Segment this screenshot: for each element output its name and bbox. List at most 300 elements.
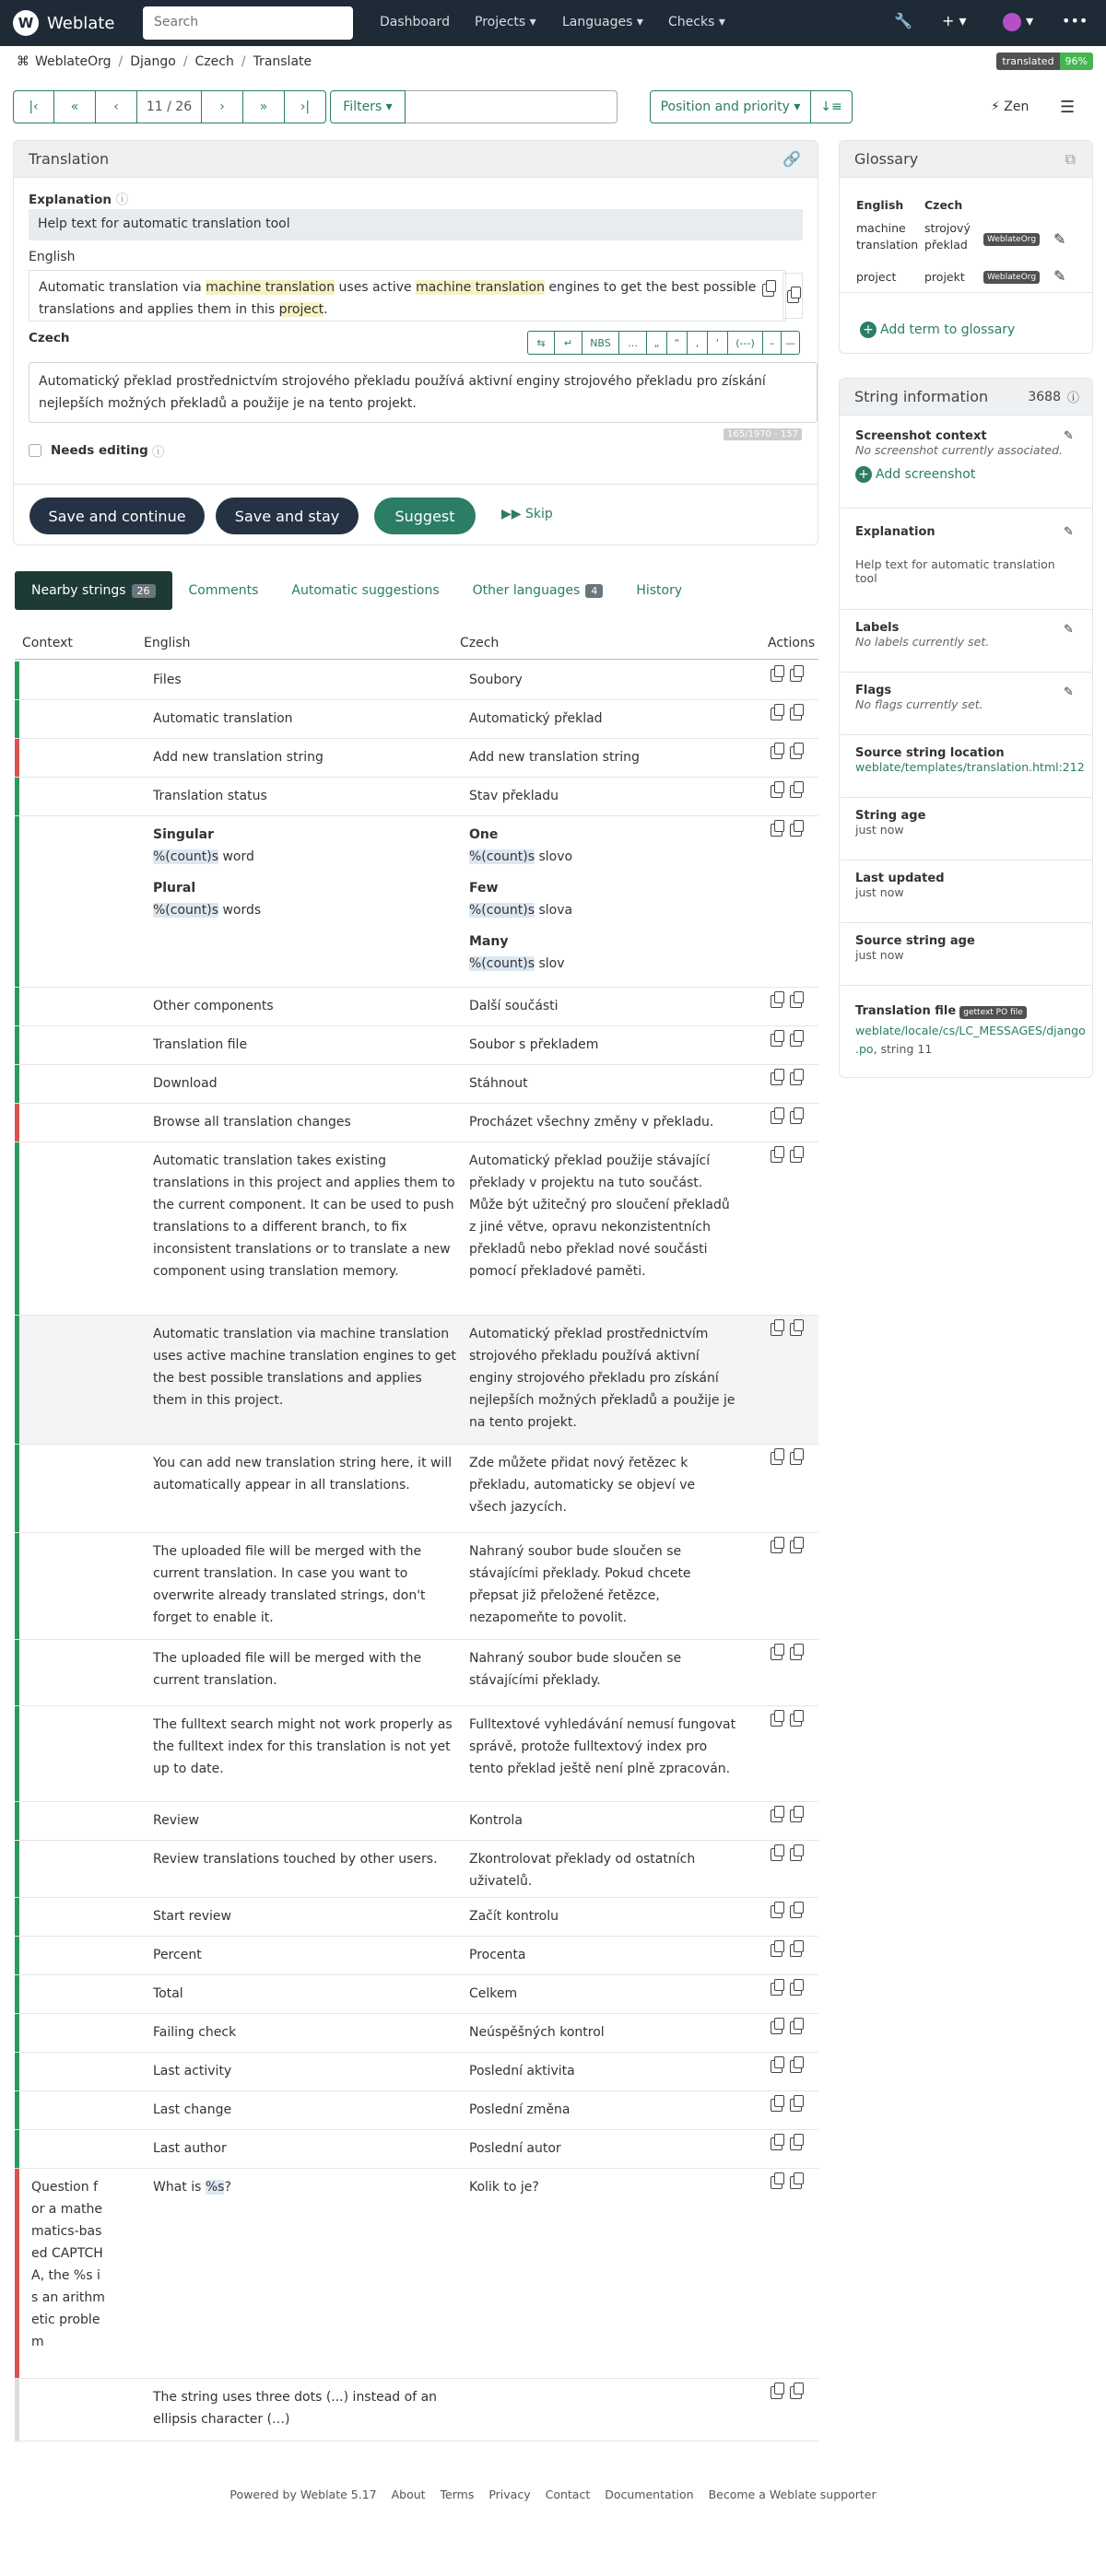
- copy-icon[interactable]: [771, 1452, 782, 1465]
- target-cell: Kolik to je?: [469, 2180, 539, 2195]
- char-counter: 165/1970 - 157: [724, 428, 802, 440]
- state-bar: [15, 1104, 19, 1142]
- search-input[interactable]: Search: [143, 6, 353, 40]
- source-cell: Automatic translation takes existing translations in this project and applies them to the current component. It can be used to push translations to a different branch, to fix inconsistent translations or to translate a new component using translation memory.: [153, 1153, 455, 1279]
- copy-icon[interactable]: [771, 708, 782, 720]
- copy-icon[interactable]: [771, 2176, 782, 2189]
- needs-editing[interactable]: Needs editing ⓘ: [29, 441, 164, 460]
- copy-icon[interactable]: [771, 785, 782, 798]
- state-bar: [15, 2014, 19, 2052]
- copy-icon[interactable]: [771, 1848, 782, 1861]
- target-cell: Poslední autor: [469, 2141, 561, 2156]
- char-button[interactable]: —: [782, 331, 800, 355]
- target-cell: Stáhnout: [469, 1076, 528, 1091]
- tab-suggestions[interactable]: Automatic suggestions: [291, 583, 440, 598]
- crumb-component[interactable]: Django: [130, 54, 176, 69]
- string-age-section: String age just now: [841, 798, 1091, 861]
- skip-button[interactable]: ▶▶ Skip: [501, 507, 553, 521]
- target-cell: Add new translation string: [469, 750, 640, 765]
- footer-docs[interactable]: Documentation: [605, 2488, 694, 2501]
- copy-icon[interactable]: [771, 2021, 782, 2034]
- edit-icon[interactable]: ✎: [1053, 230, 1066, 248]
- copy-icon[interactable]: [771, 995, 782, 1008]
- clone-icon[interactable]: [790, 2176, 802, 2189]
- footer-powered[interactable]: Powered by Weblate 5.17: [229, 2488, 377, 2501]
- top-navbar: [0, 0, 1106, 46]
- source-cell: Automatic translation: [153, 711, 293, 726]
- glossary-tag: WeblateOrg: [983, 271, 1040, 284]
- state-bar: [15, 2130, 19, 2168]
- file-link-ext[interactable]: .po: [855, 1042, 874, 1056]
- row-actions: [771, 1323, 802, 1336]
- source-cell: The uploaded file will be merged with the current translation. In case you want to overwrite already translated strings, don't forget to enable it.: [153, 1544, 426, 1625]
- table-row[interactable]: [15, 2053, 818, 2091]
- glossary-term[interactable]: machine translation: [206, 280, 335, 295]
- source-location-link[interactable]: weblate/templates/translation.html:212: [855, 760, 1085, 774]
- file-link[interactable]: weblate/locale/cs/LC_MESSAGES/django: [855, 1024, 1086, 1037]
- target-cell: Automatický překlad prostřednictvím strojového překladu používá aktivní enginy strojového překladu pro získání nejlepších možných překladů a použije je na tento projekt.: [469, 1327, 735, 1430]
- state-bar: [15, 1802, 19, 1840]
- last-updated-section: Last updated just now: [841, 861, 1091, 923]
- edit-icon[interactable]: ✎: [1064, 525, 1074, 539]
- table-row[interactable]: [15, 2379, 818, 2441]
- edit-icon[interactable]: ✎: [1064, 685, 1074, 699]
- brand[interactable]: [13, 10, 114, 36]
- table-row[interactable]: [15, 1706, 818, 1802]
- clone-icon[interactable]: [790, 1452, 802, 1465]
- state-bar: [15, 2169, 19, 2378]
- target-cell: Stav překladu: [469, 789, 559, 803]
- state-bar: [15, 1898, 19, 1936]
- string-info-panel: String information 3688 ⓘ: [839, 378, 1093, 1078]
- row-actions: [771, 1452, 802, 1465]
- row-actions: [771, 1944, 802, 1957]
- footer-privacy[interactable]: Privacy: [488, 2488, 531, 2501]
- state-bar: [15, 1841, 19, 1897]
- source-cell: Review translations touched by other users.: [153, 1852, 438, 1867]
- target-cell: Poslední aktivita: [469, 2064, 575, 2078]
- suggest-button[interactable]: Suggest: [374, 498, 476, 534]
- status-badge: translated 96%: [996, 53, 1093, 70]
- source-text: Automatic translation via machine translation uses active machine translation engines to get the best possible translations and applies them in this project.: [29, 270, 786, 322]
- nav-checks[interactable]: Checks ▾: [668, 15, 725, 29]
- state-bar: [15, 1640, 19, 1705]
- state-bar: [15, 739, 19, 777]
- copy-icon[interactable]: [771, 1983, 782, 1996]
- tab-history[interactable]: History: [636, 583, 683, 598]
- info-icon: ⓘ: [151, 445, 165, 460]
- source-cell: Review: [153, 1813, 199, 1828]
- state-bar: [15, 1445, 19, 1532]
- table-row[interactable]: [15, 1533, 818, 1640]
- table-row[interactable]: [15, 1937, 818, 1975]
- special-chars-toolbar: [527, 331, 800, 355]
- row-actions: [771, 746, 802, 759]
- table-row[interactable]: [15, 662, 818, 700]
- state-bar: [15, 988, 19, 1025]
- glossary-translation: projekt: [924, 270, 965, 284]
- labels-section: Labels No labels currently set. ✎: [841, 610, 1091, 673]
- glossary-term: machine translation: [856, 221, 919, 252]
- info-icon: ⓘ: [115, 193, 129, 207]
- target-cell: Automatický překlad použije stávající překlady v projektu na tuto součást. Může být užitečný pro sloučení překladů z jiné větve, opravu nekonzistentních překladů nebo překlad nové součásti pomocí překladové paměti.: [469, 1153, 730, 1279]
- source-cell: Add new translation string: [153, 750, 324, 765]
- save-stay-button[interactable]: Save and stay: [216, 498, 359, 534]
- state-bar: [15, 1533, 19, 1639]
- clone-icon[interactable]: [790, 1944, 802, 1957]
- row-actions: [771, 1983, 802, 1996]
- source-cell: Files: [153, 673, 182, 687]
- char-button[interactable]: “: [667, 331, 688, 355]
- state-bar: [15, 778, 19, 815]
- source-age-section: Source string age just now: [841, 923, 1091, 986]
- table-row[interactable]: [15, 700, 818, 739]
- file-format-badge: gettext PO file: [959, 1006, 1026, 1019]
- sort-group: [650, 90, 853, 123]
- clone-icon[interactable]: [790, 1647, 802, 1660]
- copy-icon[interactable]: [771, 1072, 782, 1085]
- target-cell: Procenta: [469, 1948, 526, 1962]
- row-actions: [771, 1150, 802, 1163]
- target-cell: Soubory: [469, 673, 523, 687]
- clone-icon[interactable]: [790, 1540, 802, 1553]
- footer-supporter[interactable]: Become a Weblate supporter: [708, 2488, 877, 2501]
- row-actions: [771, 785, 802, 798]
- row-actions: [771, 2137, 802, 2150]
- glossary-term[interactable]: project: [278, 302, 324, 317]
- screenshot-section: Screenshot context No screenshot currently associated. + Add screenshot ✎: [841, 416, 1091, 509]
- table-row[interactable]: [15, 1975, 818, 2014]
- state-bar: [15, 1706, 19, 1801]
- edit-icon[interactable]: ✎: [1064, 623, 1074, 637]
- zen-icon: ⚡: [991, 100, 1000, 114]
- row-actions: [771, 824, 802, 837]
- row-actions: [771, 1540, 802, 1553]
- plus-icon: +: [860, 322, 877, 338]
- brand-name: Weblate: [47, 13, 115, 33]
- translation-textarea[interactable]: Automatický překlad prostřednictvím strojového překladu používá aktivní enginy strojového překladu pro získání nejlepších možných překladů a použije je na tento projekt.: [29, 362, 818, 423]
- tab-nearby[interactable]: Nearby strings 26: [15, 571, 172, 610]
- state-bar: [15, 1142, 19, 1315]
- target-cell: Automatický překlad: [469, 711, 603, 726]
- target-cell: Poslední změna: [469, 2102, 571, 2117]
- char-button[interactable]: ‚: [688, 331, 708, 355]
- next-translated-icon[interactable]: »: [243, 90, 285, 123]
- sort-direction-icon[interactable]: ↓≡: [811, 90, 853, 123]
- target-cell: Další součásti: [469, 999, 559, 1013]
- state-bar: [15, 662, 19, 699]
- clone-icon[interactable]: [790, 2021, 802, 2034]
- table-row[interactable]: [15, 988, 818, 1026]
- copy-icon[interactable]: [771, 2137, 782, 2150]
- clone-icon[interactable]: [790, 1072, 802, 1085]
- state-bar: [15, 2053, 19, 2090]
- link-icon[interactable]: 🔗: [782, 150, 801, 168]
- target-cell: Neúspěšných kontrol: [469, 2025, 605, 2040]
- first-icon[interactable]: |‹: [13, 90, 54, 123]
- table-row[interactable]: [15, 1841, 818, 1898]
- tab-other-languages[interactable]: Other languages 4: [456, 583, 620, 598]
- row-actions: [771, 1072, 802, 1085]
- copy-icon[interactable]: [771, 824, 782, 837]
- row-actions: [771, 1809, 802, 1822]
- copy-icon[interactable]: [771, 1111, 782, 1124]
- source-cell: What is %s?: [153, 2180, 231, 2195]
- copy-icon[interactable]: [771, 2386, 782, 2399]
- info-icon[interactable]: ⓘ: [1066, 392, 1079, 405]
- glossary-panel: Glossary ⧉ English Czech machine translation strojový překlad WeblateOrg ✎ project projekt WeblateOrg ✎ + Add term to glossary: [839, 140, 1093, 354]
- source-cell: The fulltext search might not work properly as the fulltext index for this translation is not yet up to date.: [153, 1717, 453, 1776]
- project-icon: ⌘: [17, 54, 29, 69]
- position-indicator: 11 / 26: [137, 90, 202, 123]
- row-actions: [771, 2021, 802, 2034]
- state-bar: [15, 700, 19, 738]
- target-cell: One %(count)s slovo Few %(count)s slova Many %(count)s slov: [469, 827, 573, 971]
- copy-icon[interactable]: [771, 1150, 782, 1163]
- source-cell: Total: [153, 1986, 183, 2001]
- row-actions: [771, 2060, 802, 2073]
- target-cell: Nahraný soubor bude sloučen se stávajícími překlady.: [469, 1651, 682, 1688]
- state-bar: [15, 1065, 19, 1103]
- explanation-section: Explanation Help text for automatic translation tool ✎: [841, 509, 1091, 610]
- clone-icon[interactable]: [790, 1809, 802, 1822]
- table-row[interactable]: [15, 1802, 818, 1841]
- table-row[interactable]: [15, 1316, 818, 1445]
- nav-languages[interactable]: Languages ▾: [562, 15, 643, 29]
- copy-icon[interactable]: [771, 1647, 782, 1660]
- footer: [0, 2488, 1106, 2501]
- copy-icon[interactable]: [771, 1809, 782, 1822]
- pager: [13, 90, 326, 123]
- clone-icon[interactable]: [790, 1905, 802, 1918]
- copy-icon[interactable]: [771, 1034, 782, 1047]
- state-bar: [15, 1975, 19, 2013]
- needs-editing-checkbox[interactable]: [29, 444, 41, 457]
- clone-icon[interactable]: [790, 669, 802, 682]
- clone-source-button[interactable]: [782, 273, 803, 319]
- crumb-project[interactable]: WeblateOrg: [35, 54, 112, 69]
- copy-icon[interactable]: [771, 1540, 782, 1553]
- row-actions: [771, 2386, 802, 2399]
- footer-contact[interactable]: Contact: [545, 2488, 591, 2501]
- copy-icon[interactable]: [771, 1944, 782, 1957]
- copy-icon[interactable]: [771, 1323, 782, 1336]
- state-bar: [15, 816, 19, 987]
- target-cell: Nahraný soubor bude sloučen se stávajícími překlady. Pokud chcete přepsat již přeložené řetězce, nezapomeňte to povolit.: [469, 1544, 691, 1625]
- table-row[interactable]: [15, 1640, 818, 1706]
- table-row[interactable]: [15, 2014, 818, 2053]
- target-cell: Celkem: [469, 1986, 518, 2001]
- target-cell: Začít kontrolu: [469, 1909, 559, 1924]
- row-actions: [771, 1647, 802, 1660]
- char-button[interactable]: ↵: [555, 331, 582, 355]
- row-actions: [771, 1111, 802, 1124]
- nav-dashboard[interactable]: Dashboard: [380, 15, 450, 29]
- char-button[interactable]: –: [763, 331, 782, 355]
- sort-dropdown[interactable]: Position and priority ▾: [650, 90, 811, 123]
- source-cell: Download: [153, 1076, 218, 1091]
- clone-icon[interactable]: [790, 2386, 802, 2399]
- plus-icon: +: [855, 466, 872, 483]
- copy-icon[interactable]: [771, 746, 782, 759]
- row-actions: [771, 1714, 802, 1727]
- clone-icon[interactable]: [790, 824, 802, 837]
- table-row[interactable]: [15, 1104, 818, 1142]
- clone-icon[interactable]: [790, 1150, 802, 1163]
- clone-icon[interactable]: [790, 1983, 802, 1996]
- clone-icon[interactable]: [790, 1034, 802, 1047]
- source-cell: Last author: [153, 2141, 227, 2156]
- filters-dropdown[interactable]: Filters ▾: [330, 90, 406, 123]
- glossary-term: project: [856, 270, 897, 284]
- source-cell: You can add new translation string here, it will automatically appear in all translations.: [153, 1456, 453, 1493]
- breadcrumb: ⌘ WeblateOrg / Django / Czech / Translate: [17, 54, 312, 69]
- wrench-icon[interactable]: 🔧: [894, 12, 912, 29]
- context-cell: Question for a mathematics-based CAPTCHA, the %s is an arithmetic problem: [31, 2180, 105, 2349]
- source-cell: Failing check: [153, 2025, 237, 2040]
- clone-icon[interactable]: [790, 1714, 802, 1727]
- explanation-text: Help text for automatic translation tool: [29, 209, 803, 240]
- tabs: [15, 571, 699, 610]
- clone-icon[interactable]: [790, 1323, 802, 1336]
- copy-icon[interactable]: [771, 2099, 782, 2112]
- glossary-term[interactable]: machine translation: [416, 280, 545, 295]
- table-row[interactable]: [15, 2169, 818, 2379]
- row-actions: [771, 1848, 802, 1861]
- previous-icon[interactable]: ‹: [96, 90, 137, 123]
- clone-icon[interactable]: [790, 1848, 802, 1861]
- char-button[interactable]: „: [647, 331, 667, 355]
- source-cell: Automatic translation via machine translation uses active machine translation engines to get the best possible translations and applies them in this project.: [153, 1327, 456, 1408]
- source-cell: Translation file: [153, 1037, 248, 1052]
- crumb-current: Translate: [253, 54, 312, 69]
- source-cell: Other components: [153, 999, 274, 1013]
- user-avatar-icon[interactable]: ▾: [1003, 12, 1033, 31]
- target-cell: Zkontrolovat překlady od ostatních uživatelů.: [469, 1852, 696, 1889]
- previous-translated-icon[interactable]: «: [54, 90, 96, 123]
- source-cell: Translation status: [153, 789, 267, 803]
- add-screenshot-button[interactable]: + Add screenshot: [855, 466, 1077, 483]
- clone-icon: [787, 290, 799, 303]
- edit-icon[interactable]: ✎: [1053, 267, 1066, 285]
- target-cell: Kontrola: [469, 1813, 523, 1828]
- clone-icon[interactable]: [790, 1111, 802, 1124]
- explanation-label: Explanation ⓘ: [29, 193, 129, 207]
- source-location-section: Source string location weblate/templates/translation.html:212: [841, 735, 1091, 798]
- table-row[interactable]: [15, 2130, 818, 2169]
- source-cell: Last change: [153, 2102, 232, 2117]
- table-header: Context English Czech Actions: [15, 634, 818, 660]
- source-cell: The string uses three dots (...) instead of an ellipsis character (…): [153, 2390, 438, 2427]
- table-row[interactable]: [15, 1065, 818, 1104]
- state-bar: [15, 1937, 19, 1974]
- char-button[interactable]: NBS: [582, 331, 619, 355]
- flags-section: Flags No flags currently set. ✎: [841, 673, 1091, 735]
- glossary-tag: WeblateOrg: [983, 233, 1040, 246]
- row-actions: [771, 995, 802, 1008]
- filter-query-input[interactable]: [406, 90, 618, 123]
- panel-title: Translation: [29, 150, 110, 168]
- clone-icon[interactable]: [790, 995, 802, 1008]
- row-actions: [771, 1905, 802, 1918]
- last-icon[interactable]: ›|: [285, 90, 326, 123]
- table-row[interactable]: [15, 2091, 818, 2130]
- table-row[interactable]: [15, 1142, 818, 1316]
- source-cell: The uploaded file will be merged with the current translation.: [153, 1651, 422, 1688]
- source-cell: Start review: [153, 1909, 231, 1924]
- state-bar: [15, 2379, 19, 2441]
- translation-panel: [13, 140, 818, 545]
- state-bar: [15, 1026, 19, 1064]
- row-actions: [771, 2176, 802, 2189]
- edit-icon[interactable]: ✎: [1064, 429, 1074, 443]
- table-row[interactable]: [15, 739, 818, 778]
- copy-icon[interactable]: [771, 1714, 782, 1727]
- row-actions: [771, 1034, 802, 1047]
- target-cell: Fulltextové vyhledávání nemusí fungovat správě, protože fulltextový index pro tento překlad ještě není plně zpracován.: [469, 1717, 736, 1776]
- clone-icon[interactable]: [790, 2137, 802, 2150]
- row-actions: [771, 669, 802, 682]
- translation-file-section: Translation file gettext PO file weblate/locale/cs/LC_MESSAGES/django .po, string 11: [855, 1004, 1086, 1056]
- clone-icon[interactable]: [790, 2099, 802, 2112]
- zen-button[interactable]: ⚡ Zen: [991, 100, 1030, 114]
- table-row[interactable]: [15, 1026, 818, 1065]
- save-continue-button[interactable]: Save and continue: [29, 498, 205, 534]
- char-button[interactable]: ⇆: [527, 331, 555, 355]
- nav-projects[interactable]: Projects ▾: [475, 15, 536, 29]
- crumb-language[interactable]: Czech: [194, 54, 234, 69]
- glossary-icon[interactable]: ⧉: [1065, 149, 1076, 168]
- copy-icon[interactable]: [771, 2060, 782, 2073]
- add-menu-icon[interactable]: + ▾: [942, 12, 967, 29]
- add-term-button[interactable]: + Add term to glossary: [860, 322, 1015, 338]
- source-cell: Browse all translation changes: [153, 1115, 351, 1130]
- source-cell: Last activity: [153, 2064, 232, 2078]
- table-row[interactable]: [15, 1445, 818, 1533]
- target-cell: Zde můžete přidat nový řetězec k překladu, automaticky se objeví ve všech jazycích.: [469, 1456, 696, 1515]
- char-button[interactable]: (---): [728, 331, 763, 355]
- row-actions: [771, 708, 802, 720]
- clone-icon[interactable]: [790, 2060, 802, 2073]
- weblate-logo-icon: W: [13, 10, 39, 36]
- footer-terms[interactable]: Terms: [440, 2488, 475, 2501]
- filter-group: [330, 90, 618, 123]
- table-row[interactable]: [15, 778, 818, 816]
- target-cell: Soubor s překladem: [469, 1037, 599, 1052]
- string-id: 3688: [1028, 389, 1061, 404]
- clone-icon[interactable]: [790, 785, 802, 798]
- char-button[interactable]: …: [619, 331, 647, 355]
- more-menu-icon[interactable]: •••: [1062, 12, 1088, 29]
- table-row[interactable]: [15, 1898, 818, 1937]
- glossary-translation: strojový překlad: [924, 221, 971, 252]
- footer-about[interactable]: About: [391, 2488, 426, 2501]
- target-cell: Procházet všechny změny v překladu.: [469, 1115, 714, 1130]
- settings-sliders-icon[interactable]: ☰: [1060, 98, 1076, 117]
- copy-icon[interactable]: [771, 1905, 782, 1918]
- target-language: Czech: [29, 331, 70, 345]
- row-actions: [771, 2099, 802, 2112]
- clone-icon[interactable]: [790, 746, 802, 759]
- clone-icon[interactable]: [790, 708, 802, 720]
- copy-icon[interactable]: [771, 669, 782, 682]
- tab-comments[interactable]: Comments: [188, 583, 259, 598]
- char-button[interactable]: ‘: [708, 331, 728, 355]
- copy-icon[interactable]: [762, 284, 774, 297]
- table-row[interactable]: [15, 816, 818, 988]
- next-icon[interactable]: ›: [202, 90, 243, 123]
- source-cell: Percent: [153, 1948, 202, 1962]
